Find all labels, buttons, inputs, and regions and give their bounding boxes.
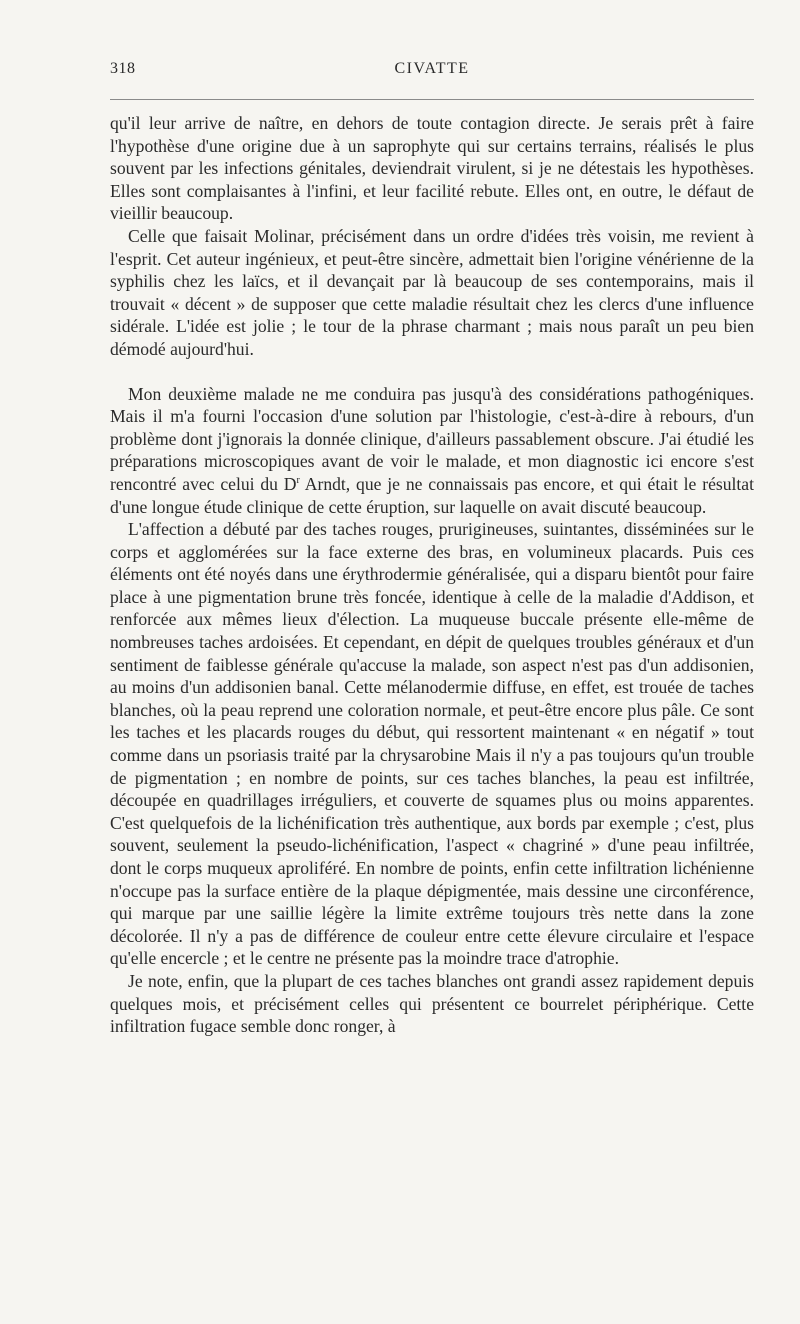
paragraph-2: Celle que faisait Molinar, précisément dans un ordre d'idées très voisin, me revient à l'esprit. Cet auteur ingénieux, et peut-être sincère, admettait bien l'origine vénérienne de la syphilis chez les laïcs, et il devançait par là beaucoup de ses contemporains, mais il trouvait « décent » de supposer que cette maladie résultait chez les clercs d'une influence sidérale. L'idée est jolie ; le tour de la phrase charmant ; mais nous paraît un peu bien démodé aujourd'hui. [110, 225, 754, 359]
paragraph-1: qu'il leur arrive de naître, en dehors de toute contagion directe. Je serais prêt à faire l'hypothèse d'une origine due à un saprophyte qui sur certains terrains, réalisés le plus souvent par les infections génitales, deviendrait virulent, si je ne détestais les hypothèses. Elles sont complaisantes à l'infini, et leur facilité rebute. Elles ont, en outre, le défaut de vieillir beaucoup. [110, 113, 754, 224]
page-header [110, 60, 754, 90]
doctor-abbrev-superscript: r [296, 475, 300, 487]
paragraph-5: Je note, enfin, que la plupart de ces taches blanches ont grandi assez rapidement depuis quelques mois, et précisément celles qui présentent ce bourrelet périphérique. Cette infiltration fugace semble donc ronger, à [110, 970, 754, 1037]
header-rule [110, 99, 754, 100]
running-head: CIVATTE [394, 60, 470, 77]
paragraph-3-text-a: Mon deuxième malade ne me conduira pas jusqu'à des considérations pathogéniques. Mais il m'a fourni l'occasion d'une solution par l'histologie, c'est-à-dire à rebours, d'un problème dont j'ignorais la donnée clinique, d'ailleurs passablement obscure. J'ai étudié les préparations microscopiques avant de voir le malade, et mon diagnostic ici encore s'est rencontré avec celui du D [110, 383, 754, 494]
page-number: 318 [110, 60, 136, 77]
paragraph-4: L'affection a débuté par des taches rouges, prurigineuses, suintantes, disséminées sur le corps et agglomérées sur la face externe des bras, en volumineux placards. Puis ces éléments ont été noyés dans une érythrodermie généralisée, qui a disparu bientôt pour faire place à une pigmentation brune très foncée, identique à celle de la maladie d'Addison, et renforcée aux mêmes lieux d'élection. La muqueuse buccale présente elle-même de nombreuses taches ardoisées. Et cependant, en dépit de quelques troubles généraux et d'un sentiment de faiblesse générale qu'accuse la malade, son aspect n'est pas d'un addisonien, au moins d'un addisonien banal. Cette mélanodermie diffuse, en effet, est trouée de taches blanches, où la peau reprend une coloration normale, et peut-être encore plus pâle. Ce sont les taches et les placards rouges du début, qui ressortent maintenant « en négatif » tout comme dans un psoriasis traité par la chrysarobine Mais il n'y a pas toujours qu'un trouble de pigmentation ; en nombre de points, sur ces taches blanches, la peau est infiltrée, découpée en quadrillages irréguliers, et couverte de squames plus ou moins apparentes. C'est quelquefois de la lichénification très authentique, aux bords par exemple ; c'est, plus souvent, seulement la pseudo-lichénification, l'aspect « chagriné » d'une peau infiltrée, dont le corps muqueux aproliféré. En nombre de points, enfin cette infiltration lichénienne n'occupe pas la surface entière de la plaque dépigmentée, mais dessine une circonférence, qui marque par une saillie légère la limite extrême toujours très nette dans la zone décolorée. Il n'y a pas de différence de couleur entre cette élevure circulaire et l'espace qu'elle encercle ; et le centre ne présente pas la moindre trace d'atrophie. [110, 519, 754, 969]
paragraph-3-text-b: Arndt, que je ne connaissais pas encore, et qui était le résultat d'une longue étude clinique de cette éruption, sur laquelle on avait discuté beaucoup. [110, 473, 754, 517]
paragraph-3 [110, 383, 754, 519]
body-text [110, 112, 754, 1038]
